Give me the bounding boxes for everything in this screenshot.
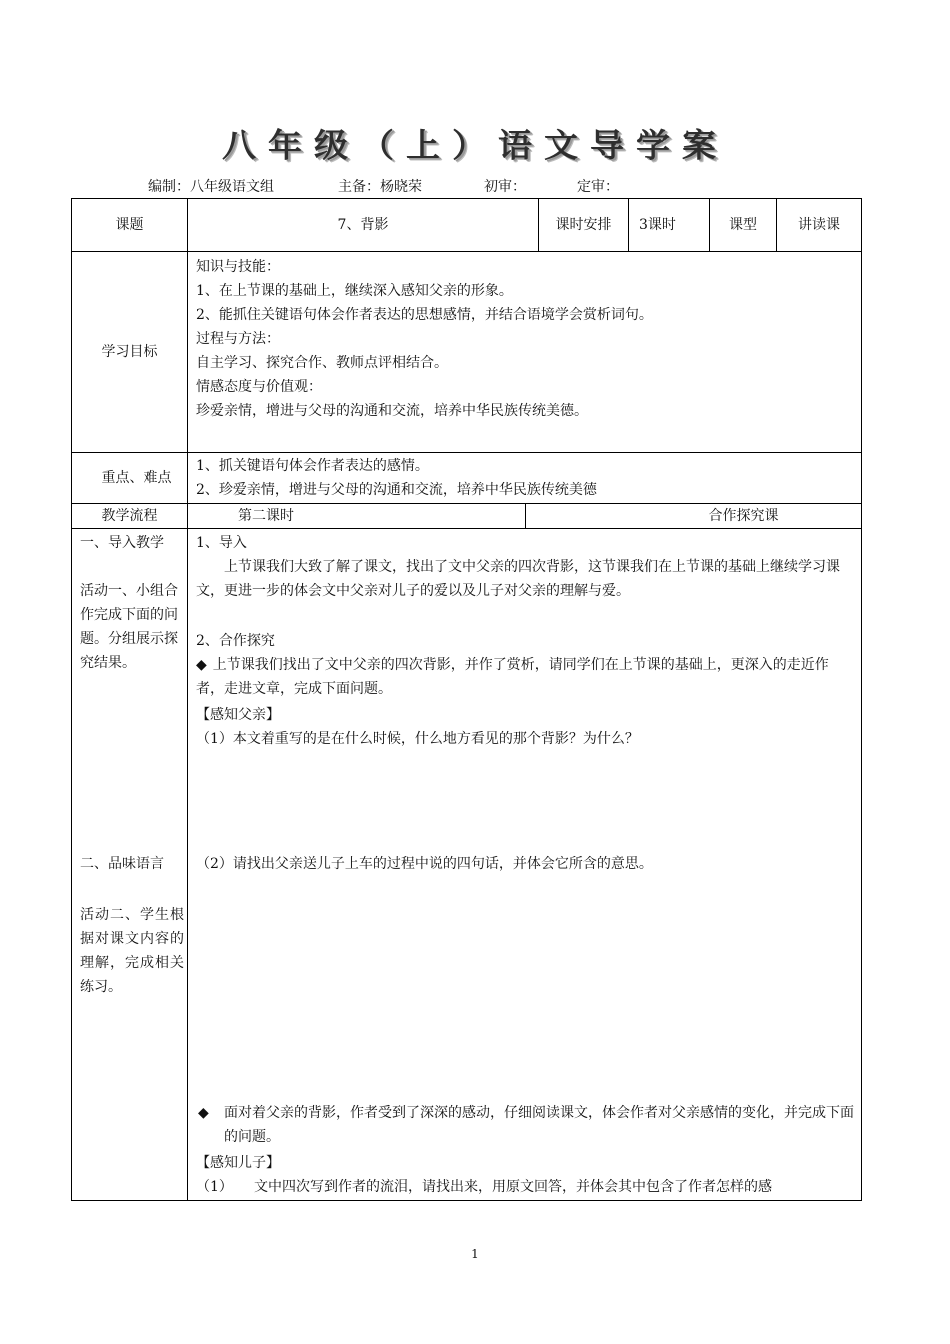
flow-lesson-cell — [187, 503, 526, 529]
type-label-cell — [709, 198, 777, 252]
topic-value: 7、背影 — [337, 217, 389, 233]
section-son: 【感知儿子】 — [196, 1155, 280, 1171]
type-label: 课型 — [729, 217, 757, 233]
topic-label-cell — [71, 198, 188, 252]
hours-label-cell — [538, 198, 629, 252]
coop-heading: 2、合作探究 — [196, 633, 275, 649]
intro-heading: 1、导入 — [196, 535, 247, 551]
page-number: 1 — [471, 1247, 479, 1261]
flow-label: 教学流程 — [101, 508, 158, 524]
step2-title: 二、品味语言 — [80, 856, 164, 872]
left-column-cell — [71, 528, 188, 1201]
question-3-number: （1） — [196, 1179, 233, 1195]
objective-line: 知识与技能： — [196, 259, 280, 275]
objectives-label: 学习目标 — [101, 344, 158, 360]
meta-preparer: 主备：杨晓荣 — [338, 179, 422, 195]
diamond-bullet-icon: ◆ — [198, 1105, 209, 1121]
step1-activity: 活动一、小组合作完成下面的问题。分组展示探究结果。 — [80, 583, 178, 671]
flow-lesson: 第二课时 — [238, 508, 294, 524]
keypoints-label: 重点、难点 — [101, 470, 172, 486]
diamond-bullet-icon: ◆ — [196, 657, 207, 673]
objective-line: 2、能抓住关键语句体会作者表达的思想感情，并结合语境学会赏析词句。 — [196, 307, 653, 323]
meta-editor: 编制：八年级语文组 — [148, 179, 274, 195]
step2-activity: 活动二、学生根据对课文内容的理解，完成相关练习。 — [80, 907, 184, 995]
type-value: 讲读课 — [798, 217, 840, 233]
topic-label: 课题 — [115, 217, 144, 233]
objective-line: 珍爱亲情，增进与父母的沟通和交流，培养中华民族传统美德。 — [196, 403, 588, 419]
keypoints-content-cell — [187, 452, 862, 504]
topic-value-cell — [187, 198, 539, 252]
hours-value: 3课时 — [639, 217, 676, 233]
hours-label: 课时安排 — [555, 217, 612, 233]
keypoint-line: 2、珍爱亲情，增进与父母的沟通和交流，培养中华民族传统美德 — [196, 482, 597, 498]
objective-line: 自主学习、探究合作、教师点评相结合。 — [196, 355, 448, 371]
flow-label-cell — [71, 503, 188, 529]
intro-text: 上节课我们大致了解了课文，找出了文中父亲的四次背影，这节课我们在上节课的基础上继续学习课文，更进一步的体会文中父亲对儿子的爱以及儿子对父亲的理解与爱。 — [196, 559, 840, 599]
content-cell — [187, 528, 862, 1201]
coop-text: 上节课我们找出了文中父亲的四次背影，并作了赏析，请同学们在上节课的基础上，更深入的走近作者，走进文章，完成下面问题。 — [196, 657, 829, 697]
question-2: （2）请找出父亲送儿子上车的过程中说的四句话，并体会它所含的意思。 — [196, 856, 653, 872]
objective-line: 过程与方法： — [196, 331, 280, 347]
type-value-cell — [776, 198, 862, 252]
objective-line: 1、在上节课的基础上，继续深入感知父亲的形象。 — [196, 283, 513, 299]
coop-paragraph — [196, 653, 856, 701]
meta-first-review: 初审： — [484, 179, 526, 195]
keypoint-line: 1、抓关键语句体会作者表达的感情。 — [196, 458, 429, 474]
meta-final-review: 定审： — [577, 179, 619, 195]
flow-type: 合作探究课 — [708, 508, 779, 524]
section-father: 【感知父亲】 — [196, 707, 280, 723]
objective-line: 情感态度与价值观： — [196, 379, 322, 395]
hours-value-cell — [628, 198, 710, 252]
step1-title: 一、导入教学 — [80, 535, 164, 551]
flow-type-cell — [525, 503, 862, 529]
objectives-content-cell — [187, 251, 862, 453]
page-title: 八年级（上）语文导学案 — [222, 126, 728, 165]
bullet2-text: 面对着父亲的背影，作者受到了深深的感动，仔细阅读课文，体会作者对父亲感情的变化，并完成下面的问题。 — [224, 1105, 854, 1145]
question-1: （1）本文着重写的是在什么时候，什么地方看见的那个背影？为什么？ — [196, 731, 639, 747]
keypoints-label-cell — [71, 452, 188, 504]
objectives-label-cell — [71, 251, 188, 453]
question-3: 文中四次写到作者的流泪，请找出来，用原文回答，并体会其中包含了作者怎样的感 — [254, 1179, 772, 1195]
